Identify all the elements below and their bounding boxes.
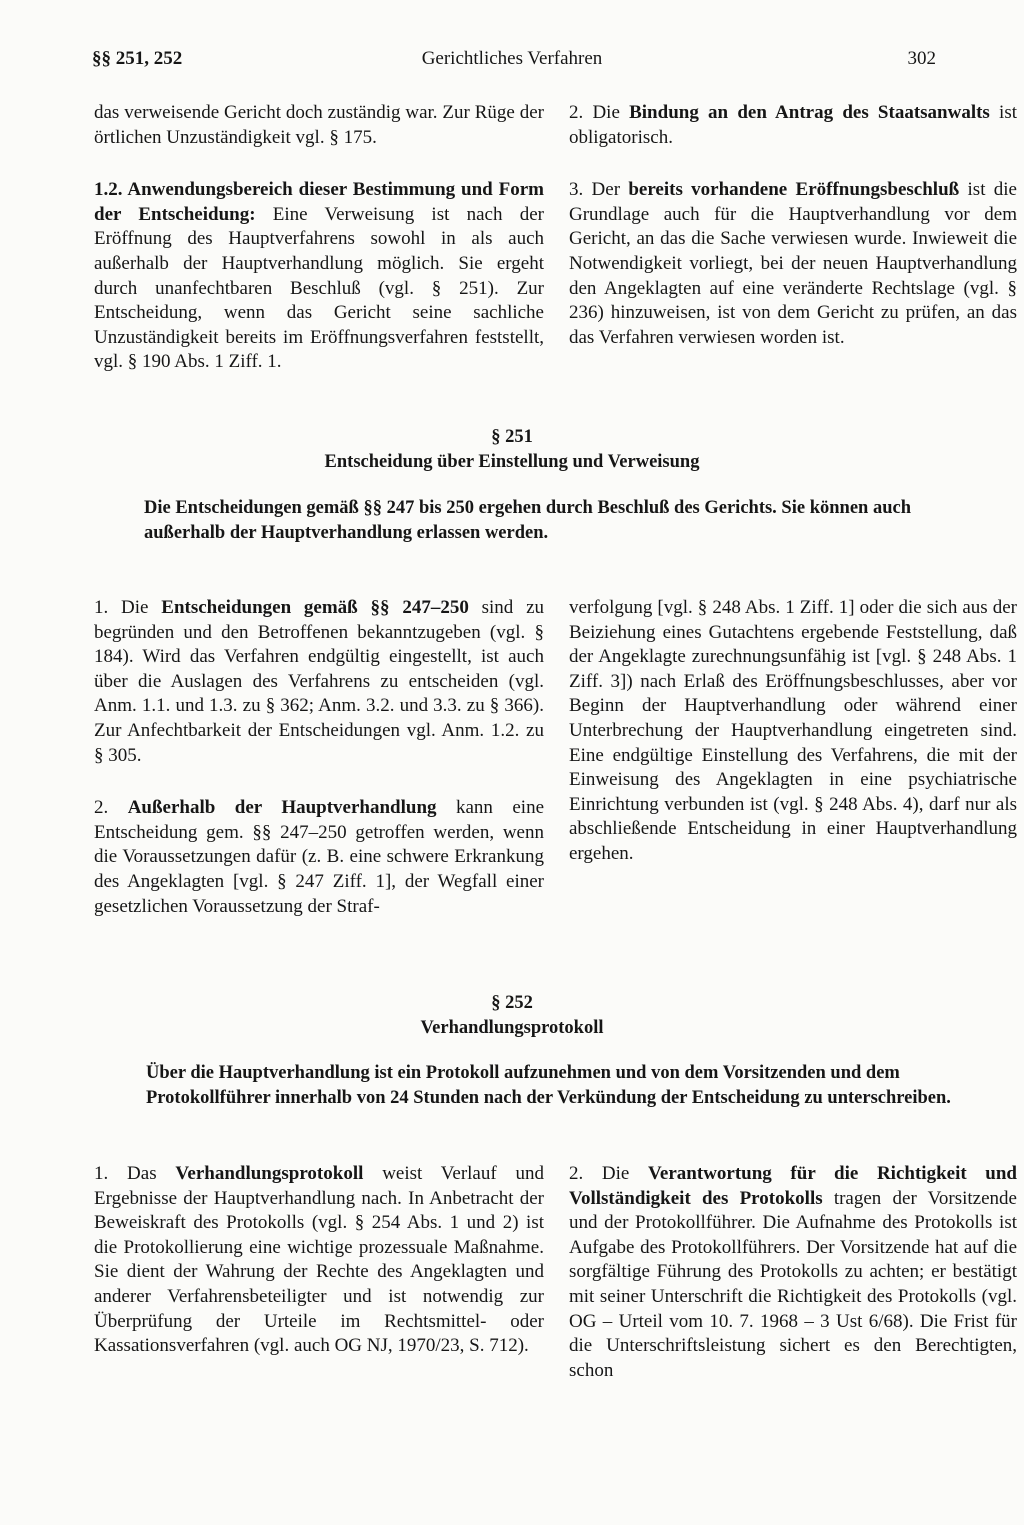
paragraph-text: Eine Verweisung ist nach der Eröffnung des Hauptverfahrens sowohl in als auch außerhalb der Hauptverhandlung möglich. Sie ergeht durch unanfechtbaren Beschluß (vgl. § 251). Zur Entscheidung, wenn das Gericht seine sachliche Unzuständigkeit bereits im Eröffnungsverfahren feststellt, vgl. § 190 Abs. 1 Ziff. 1. bbox=[94, 203, 544, 373]
paragraph bbox=[569, 1162, 1017, 1383]
bold-term: Entscheidungen gemäß §§ 247–250 bbox=[161, 597, 469, 618]
section-251-left-column bbox=[94, 596, 544, 919]
paragraph-lead: 2. Die bbox=[569, 102, 630, 123]
bold-term: Außerhalb der Hauptverhandlung bbox=[127, 797, 437, 819]
bold-term: bereits vorhandene Eröffnungsbeschluß bbox=[628, 179, 960, 201]
bold-term: Verantwortung für die Richtigkeit und Vollständigkeit des Protokolls bbox=[569, 1163, 1018, 1209]
section-251-statute: Die Entscheidungen gemäß §§ 247 bis 250 ergehen durch Beschluß des Gerichts. Sie können auch außerhalb der Hauptverhandlung erlassen werden. bbox=[144, 498, 911, 543]
section-252-title: Verhandlungsprotokoll bbox=[420, 1018, 604, 1038]
paragraph bbox=[94, 596, 544, 768]
paragraph-text: ist die Grundlage auch für die Hauptverhandlung vor dem Gericht, an das die Sache verwiesen wurde. Inwieweit die Notwendigkeit vorliegt, bei der neuen Hauptverhandlung den Angeklagten auf eine veränderte Rechtslage (vgl. § 236) hinzuweisen, ist von dem Gericht zu prüfen, an das das Verfahren verwiesen worden ist. bbox=[569, 179, 1017, 348]
bold-term: Verhandlungsprotokoll bbox=[175, 1163, 364, 1184]
top-left-column bbox=[94, 101, 544, 375]
paragraph-text: tragen der Vorsitzende und der Protokollführer. Die Aufnahme des Protokolls ist Aufgabe des Protokollführers. Der Vorsitzende hat auf die sorgfältige Führung des Protokolls zu achten; er bestätigt mit seiner Unterschrift die Richtigkeit des Protokolls (vgl. OG – Urteil vom 10. 7. 1968 – 3 Ust 6/68). Die Frist für die Unterschriftsleistung sichert es den Berechtigten, schon bbox=[569, 1187, 1017, 1381]
section-252-number: § 252 bbox=[491, 993, 533, 1013]
paragraph-text: sind zu begründen und den Betroffenen bekanntzugeben (vgl. § 184). Wird das Verfahren endgültig eingestellt, ist auch über die Auslagen des Verfahrens zu entscheiden (vgl. Anm. 1.1. und 1.3. zu § 362; Anm. 3.2. und 3.3. zu § 366). Zur Anfechtbarkeit der Entscheidungen vgl. Anm. 1.2. zu § 305. bbox=[94, 597, 545, 766]
running-header-section-ref: §§ 251, 252 bbox=[92, 48, 183, 69]
running-header-title: Gerichtliches Verfahren bbox=[421, 48, 603, 69]
paragraph bbox=[569, 101, 1017, 150]
paragraph-lead: 1. Die bbox=[94, 597, 162, 618]
paragraph bbox=[94, 796, 544, 919]
paragraph: verfolgung [vgl. § 248 Abs. 1 Ziff. 1] oder die sich aus der Beiziehung eines Gutachtens ergebende Feststellung, daß der Angeklagte zurechnungsunfähig ist [vgl. § 248 Abs. 1 Ziff. 3]) nach Erlaß des Eröffnungsbeschlusses, aber vor Beginn der Hauptverhandlung oder während einer Unterbrechung der Hauptverhandlung eingetreten sind. Eine endgültige Einstellung des Verfahrens, die mit der Einweisung des Angeklagten in eine psychiatrische Einrichtung verbunden ist (vgl. § 248 Abs. 4), darf nur als abschließende Entscheidung in einer Hauptverhandlung ergehen. bbox=[569, 597, 1017, 864]
paragraph-lead: 3. Der bbox=[569, 179, 629, 201]
paragraph bbox=[94, 1162, 544, 1359]
section-251-title: Entscheidung über Einstellung und Verweisung bbox=[324, 452, 700, 472]
bold-term: Bindung an den Antrag des Staatsanwalts bbox=[629, 102, 990, 123]
paragraph-lead: 2. Die bbox=[569, 1163, 648, 1184]
section-252-left-column bbox=[94, 1162, 544, 1359]
paragraph: das verweisende Gericht doch zuständig war. Zur Rüge der örtlichen Unzuständigkeit vgl. § 175. bbox=[94, 102, 544, 148]
section-252-right-column bbox=[569, 1162, 1017, 1383]
paragraph-lead: 1. Das bbox=[94, 1163, 176, 1184]
top-right-column bbox=[569, 101, 1017, 350]
paragraph-lead: 2. bbox=[94, 797, 128, 819]
section-251-right-column bbox=[569, 596, 1017, 867]
section-251-number: § 251 bbox=[491, 427, 533, 447]
paragraph bbox=[569, 178, 1017, 350]
section-252-statute: Über die Hauptverhandlung ist ein Protokoll aufzunehmen und von dem Vorsitzenden und dem Protokollführer innerhalb von 24 Stunden nach der Verkündung der Entscheidung zu unterschreiben. bbox=[146, 1063, 951, 1108]
paragraph-text: weist Verlauf und Ergebnisse der Hauptverhandlung nach. In Anbetracht der Beweiskraft des Protokolls (vgl. § 254 Abs. 1 und 2) ist die Protokollierung eine wichtige prozessuale Maßnahme. Sie dient der Wahrung der Rechte des Angeklagten und anderer Verfahrensbeteiligter und ist notwendig zur Überprüfung der Urteile im Rechtsmittel- oder Kassationsverfahren (vgl. auch OG NJ, 1970/23, S. 712). bbox=[94, 1163, 544, 1357]
bold-lead: 1.2. Anwendungsbereich dieser Bestimmung und Form der Entscheidung: bbox=[94, 179, 544, 225]
paragraph-text: ist obligatorisch. bbox=[569, 102, 1017, 148]
paragraph-text: kann eine Entscheidung gem. §§ 247–250 getroffen werden, wenn die Voraussetzungen dafür (z. B. eine schwere Erkrankung des Angeklagten [vgl. § 247 Ziff. 1], der Wegfall einer gesetzlichen Voraussetzung der Straf- bbox=[94, 797, 545, 917]
paragraph bbox=[94, 178, 544, 375]
page-number: 302 bbox=[907, 48, 936, 69]
